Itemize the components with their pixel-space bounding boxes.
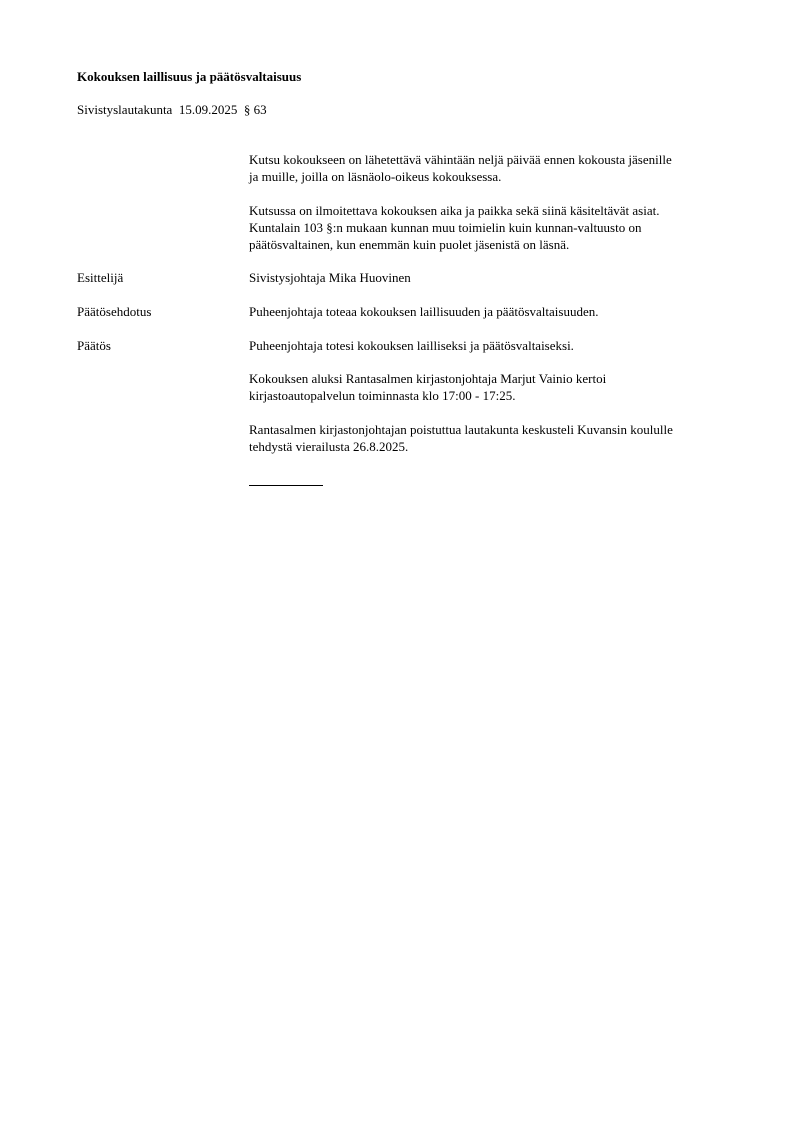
intro-paragraph-2-line-1: Kutsussa on ilmoitettava kokouksen aika ja paikka sekä siinä käsiteltävät asiat. <box>249 203 660 218</box>
decision-label: Päätös <box>77 338 111 353</box>
decision-paragraph-2-line-2: kirjastoautopalvelun toiminnasta klo 17:00 - 17:25. <box>249 388 516 403</box>
decision-paragraph-2 <box>249 370 729 404</box>
document-title: Kokouksen laillisuus ja päätösvaltaisuus <box>77 69 302 84</box>
intro-paragraph-2-line-3: päätösvaltainen, kun enemmän kuin puolet jäsenistä on läsnä. <box>249 237 570 252</box>
intro-paragraph-1-line-2: ja muille, joilla on läsnäolo-oikeus kokouksessa. <box>249 169 502 184</box>
proposal-text: Puheenjohtaja toteaa kokouksen laillisuuden ja päätösvaltaisuuden. <box>249 304 599 319</box>
intro-paragraph-2 <box>249 202 729 253</box>
presenter-value <box>249 269 729 286</box>
decision-paragraph-2-line-1: Kokouksen aluksi Rantasalmen kirjastonjohtaja Marjut Vainio kertoi <box>249 371 607 386</box>
meeting-body: Sivistyslautakunta <box>77 102 173 117</box>
decision-paragraph-3-line-1: Rantasalmen kirjastonjohtajan poistuttua lautakunta keskusteli Kuvansin koululle <box>249 422 673 437</box>
decision-paragraph-3-line-2: tehdystä vierailusta 26.8.2025. <box>249 439 409 454</box>
proposal-label: Päätösehdotus <box>77 304 152 319</box>
intro-paragraph-1 <box>249 151 729 185</box>
closing-rule <box>249 485 323 486</box>
meeting-section: § 63 <box>243 102 267 117</box>
presenter-label: Esittelijä <box>77 270 124 285</box>
decision-paragraph-3 <box>249 421 729 455</box>
presenter-name: Sivistysjohtaja Mika Huovinen <box>249 270 411 285</box>
intro-paragraph-2-line-2: Kuntalain 103 §:n mukaan kunnan muu toimielin kuin kunnan-valtuusto on <box>249 220 642 235</box>
decision-paragraph-1 <box>249 337 729 354</box>
decision-paragraph-1-line-1: Puheenjohtaja totesi kokouksen lailliseksi ja päätösvaltaiseksi. <box>249 338 574 353</box>
proposal-value <box>249 303 729 320</box>
intro-paragraph-1-line-1: Kutsu kokoukseen on lähetettävä vähintään neljä päivää ennen kokousta jäsenille <box>249 152 672 167</box>
meeting-date: 15.09.2025 <box>178 102 238 117</box>
meeting-info <box>77 101 267 118</box>
